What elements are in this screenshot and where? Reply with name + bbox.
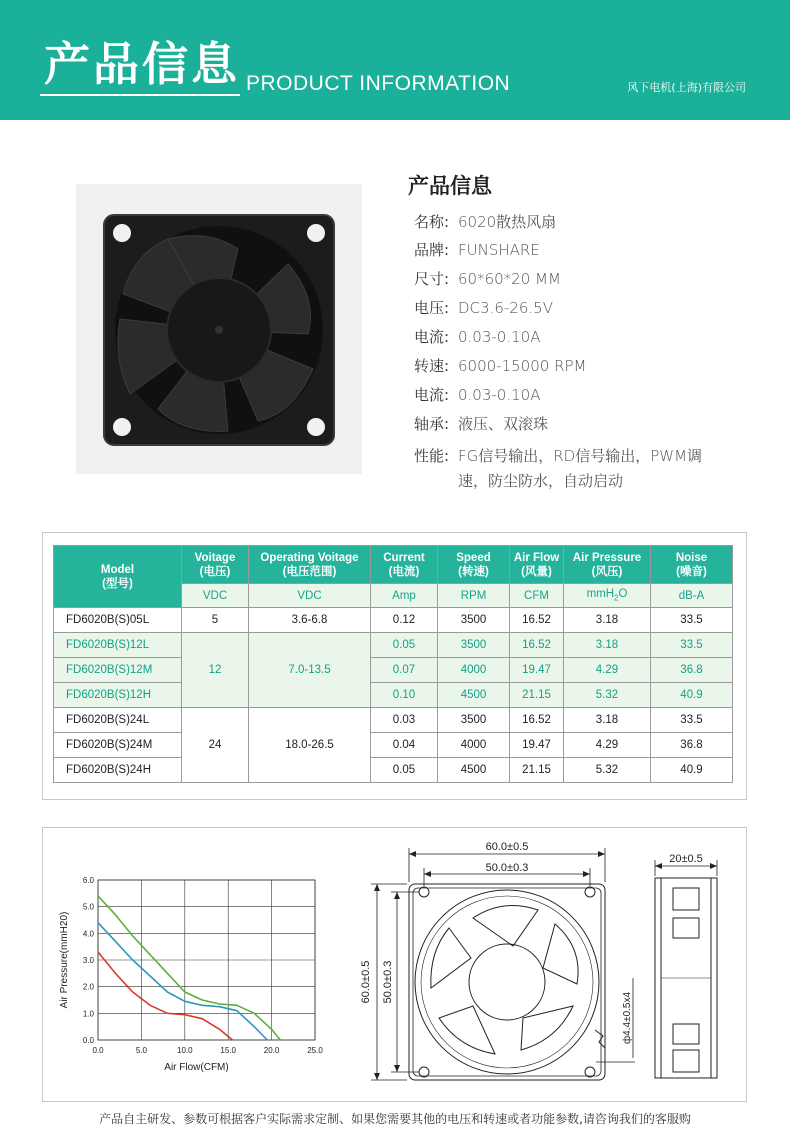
fan-front-drawing xyxy=(409,884,605,1080)
info-row-features: 性能: FG信号输出，RD信号输出，PWM调速，防尘防水，自动启动 xyxy=(414,447,703,490)
chart-x-tick: 0.0 xyxy=(92,1046,104,1055)
company-name: 风下电机(上海)有限公司 xyxy=(627,81,746,94)
spec-table xyxy=(53,545,733,783)
table-unit-row: VDC VDC Amp RPM CFM mmH$_2$O dB-A xyxy=(54,584,733,608)
header-airflow: Air Flow (风量) xyxy=(510,546,564,584)
spec-table-frame xyxy=(42,532,747,800)
table-row: FD6020B(S)12M 0.07 4000 19.47 4.29 36.8 xyxy=(54,658,733,683)
chart-y-tick: 6.0 xyxy=(82,876,94,885)
dim-hole-diameter: ф4.4±0.5x4 xyxy=(622,991,633,1045)
dimension-lines xyxy=(371,848,635,1080)
fan-photo xyxy=(76,184,362,474)
header-banner xyxy=(0,0,790,120)
info-row-brand: 品牌: FUNSHARE xyxy=(414,241,540,259)
info-row-name: 名称: 6020散热风扇 xyxy=(414,213,557,231)
chart-x-tick: 15.0 xyxy=(220,1046,236,1055)
chart-x-tick: 20.0 xyxy=(263,1046,280,1055)
chart-y-tick: 1.0 xyxy=(82,1009,94,1019)
table-row: FD6020B(S)24M 0.04 4000 19.47 4.29 36.8 xyxy=(54,733,733,758)
drawings-svg xyxy=(43,828,748,1103)
chart-y-tick: 0.0 xyxy=(82,1036,94,1045)
header-speed: Speed (转速) xyxy=(438,546,510,584)
fan-image xyxy=(98,209,340,451)
drawing-frame xyxy=(42,827,747,1102)
info-row-bearing: 轴承: 液压、双滚珠 xyxy=(414,415,549,433)
table-header-row xyxy=(54,546,733,584)
header-noise: Noise (噪音) xyxy=(651,546,733,584)
chart-x-tick: 10.0 xyxy=(177,1046,193,1055)
banner-title-cn: 产品信息 xyxy=(44,37,240,91)
chart-x-label: Air Flow(CFM) xyxy=(164,1062,229,1073)
dim-thickness: 20±0.5 xyxy=(669,853,703,865)
header-model: Model (型号) xyxy=(54,546,182,608)
table-row: FD6020B(S)05L 5 3.6-6.8 0.12 3500 16.52 3.18 33.5 xyxy=(54,608,733,633)
header-voltage: Voitage (电压) xyxy=(182,546,249,584)
product-info-section xyxy=(0,150,790,490)
banner-title-en: PRODUCT INFORMATION xyxy=(246,72,511,95)
dim-overall-height: 60.0±0.5 xyxy=(360,960,372,1004)
pq-curve-chart xyxy=(59,876,323,1073)
table-row: FD6020B(S)24H 0.05 4500 21.15 5.32 40.9 xyxy=(54,758,733,783)
table-row: FD6020B(S)24L 24 18.0-26.5 0.03 3500 16.52 3.18 33.5 xyxy=(54,708,733,733)
footer-note: 产品自主研发、参数可根据客户实际需求定制、如果您需要其他的电压和转速或者功能参数,请咨询我们的客服购 xyxy=(99,1112,691,1126)
chart-y-tick: 3.0 xyxy=(82,956,94,965)
info-row-speed: 转速: 6000-15000 RPM xyxy=(414,357,587,375)
chart-y-tick: 5.0 xyxy=(82,902,94,912)
chart-x-tick: 25.0 xyxy=(307,1046,323,1055)
dim-hole-spacing: 50.0±0.3 xyxy=(485,862,529,874)
table-row: FD6020B(S)12H 0.10 4500 21.15 5.32 40.9 xyxy=(54,683,733,708)
info-heading: 产品信息 xyxy=(408,174,492,198)
info-row-voltage: 电压: DC3.6-26.5V xyxy=(414,299,553,317)
table-row: FD6020B(S)12L 12 7.0-13.5 0.05 3500 16.52 3.18 33.5 xyxy=(54,633,733,658)
info-row-size: 尺寸: 60*60*20 MM xyxy=(414,270,561,288)
header-pressure: Air Pressure (风压) xyxy=(564,546,651,584)
dim-hole-spacing-v: 50.0±0.3 xyxy=(382,960,394,1004)
header-op-voltage: Operating Voitage (电压范围) xyxy=(249,546,371,584)
chart-y-tick: 2.0 xyxy=(82,982,94,992)
chart-y-tick: 4.0 xyxy=(82,929,94,939)
chart-x-tick: 5.0 xyxy=(135,1046,147,1055)
info-list xyxy=(414,212,774,494)
info-row-current: 电流: 0.03-0.10A xyxy=(414,328,541,346)
fan-side-drawing xyxy=(655,860,717,1078)
info-row-current-2: 电流: 0.03-0.10A xyxy=(414,386,541,404)
banner-divider xyxy=(40,94,240,96)
chart-y-label: Air Pressure(mmH20) xyxy=(59,911,70,1009)
dim-overall-width: 60.0±0.5 xyxy=(485,841,529,853)
header-current: Current (电流) xyxy=(371,546,438,584)
